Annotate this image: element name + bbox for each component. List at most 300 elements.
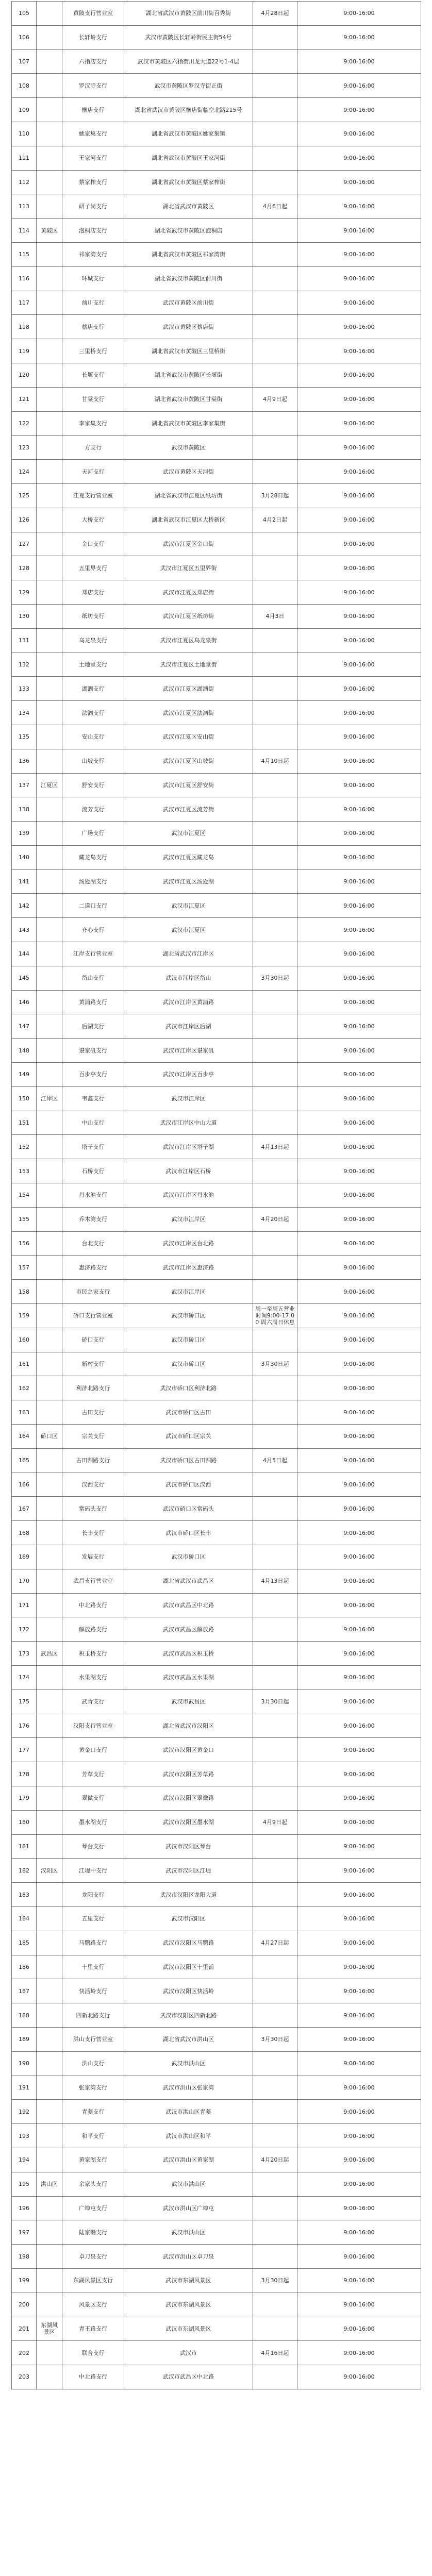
cell-name: 陆家嘴支行 bbox=[62, 2220, 124, 2245]
cell-district bbox=[37, 918, 62, 942]
cell-district bbox=[37, 653, 62, 677]
cell-district bbox=[37, 822, 62, 846]
cell-district bbox=[37, 339, 62, 363]
table-row bbox=[12, 1159, 421, 1183]
cell-name: 广埠屯支行 bbox=[62, 2196, 124, 2220]
cell-district bbox=[37, 1159, 62, 1183]
cell-date bbox=[253, 894, 297, 918]
table-row bbox=[12, 1690, 421, 1714]
cell-district bbox=[37, 2, 62, 26]
cell-name: 舒安支行 bbox=[62, 773, 124, 797]
cell-date bbox=[253, 869, 297, 894]
cell-date bbox=[253, 845, 297, 869]
cell-district bbox=[37, 2245, 62, 2269]
table-row bbox=[12, 1086, 421, 1111]
cell-district bbox=[37, 797, 62, 822]
cell-date bbox=[253, 1425, 297, 1449]
cell-name: 快活岭支行 bbox=[62, 1979, 124, 2003]
cell-no: 123 bbox=[12, 436, 37, 460]
cell-district bbox=[37, 1762, 62, 1786]
cell-date bbox=[253, 918, 297, 942]
cell-no: 144 bbox=[12, 942, 37, 966]
cell-address: 武汉市洪山区黄家湖 bbox=[124, 2148, 253, 2172]
cell-hours: 9:00-16:00 bbox=[297, 869, 421, 894]
cell-hours: 9:00-16:00 bbox=[297, 1280, 421, 1304]
table-row bbox=[12, 966, 421, 990]
cell-district bbox=[37, 1039, 62, 1063]
cell-date bbox=[253, 291, 297, 315]
cell-district bbox=[37, 1448, 62, 1473]
cell-no: 137 bbox=[12, 773, 37, 797]
cell-hours: 9:00-16:00 bbox=[297, 1111, 421, 1135]
cell-hours: 9:00-16:00 bbox=[297, 1906, 421, 1931]
cell-hours: 9:00-16:00 bbox=[297, 556, 421, 580]
cell-name: 卓刀泉支行 bbox=[62, 2245, 124, 2269]
cell-name: 市民之家支行 bbox=[62, 1280, 124, 1304]
table-row bbox=[12, 1859, 421, 1883]
cell-date: 3月30日起 bbox=[253, 1690, 297, 1714]
cell-district bbox=[37, 1545, 62, 1569]
table-row bbox=[12, 2124, 421, 2148]
cell-address: 武汉市江岸区中山大道 bbox=[124, 1111, 253, 1135]
cell-date bbox=[253, 74, 297, 98]
cell-date bbox=[253, 2220, 297, 2245]
cell-hours: 9:00-16:00 bbox=[297, 628, 421, 653]
cell-address: 武汉市硚口区汉西 bbox=[124, 1473, 253, 1497]
cell-no: 141 bbox=[12, 869, 37, 894]
cell-district bbox=[37, 291, 62, 315]
cell-date bbox=[253, 170, 297, 194]
cell-district bbox=[37, 2293, 62, 2317]
cell-hours: 9:00-16:00 bbox=[297, 845, 421, 869]
cell-no: 143 bbox=[12, 918, 37, 942]
cell-district bbox=[37, 1521, 62, 1545]
cell-name: 翠微支行 bbox=[62, 1786, 124, 1810]
cell-address: 武汉市洪山区 bbox=[124, 2220, 253, 2245]
cell-date bbox=[253, 25, 297, 49]
table-row bbox=[12, 2365, 421, 2389]
table-row bbox=[12, 1931, 421, 1955]
cell-address: 武汉市江夏区安山街 bbox=[124, 725, 253, 749]
cell-district bbox=[37, 242, 62, 266]
cell-address: 武汉市东湖风景区 bbox=[124, 2293, 253, 2317]
cell-name: 联合支行 bbox=[62, 2341, 124, 2365]
cell-date bbox=[253, 653, 297, 677]
table-row bbox=[12, 2076, 421, 2100]
cell-no: 105 bbox=[12, 2, 37, 26]
cell-name: 汤逊湖支行 bbox=[62, 869, 124, 894]
cell-no: 124 bbox=[12, 460, 37, 484]
cell-date bbox=[253, 1714, 297, 1738]
cell-date: 3月30日起 bbox=[253, 2268, 297, 2293]
cell-no: 161 bbox=[12, 1352, 37, 1376]
cell-no: 162 bbox=[12, 1376, 37, 1400]
cell-date bbox=[253, 942, 297, 966]
cell-name: 后湖支行 bbox=[62, 1014, 124, 1039]
cell-district bbox=[37, 146, 62, 170]
cell-name: 李家集支行 bbox=[62, 411, 124, 436]
cell-name: 青王路支行 bbox=[62, 2317, 124, 2341]
cell-date bbox=[253, 1593, 297, 1617]
cell-hours: 9:00-16:00 bbox=[297, 1690, 421, 1714]
cell-name: 中北路支行 bbox=[62, 1593, 124, 1617]
cell-date bbox=[253, 339, 297, 363]
cell-name: 齐心支行 bbox=[62, 918, 124, 942]
cell-no: 147 bbox=[12, 1014, 37, 1039]
cell-address: 武汉市江岸区 bbox=[124, 1086, 253, 1111]
cell-address: 武汉市汉阳区墨水湖 bbox=[124, 1810, 253, 1834]
cell-address: 武汉市硚口区古田四路 bbox=[124, 1448, 253, 1473]
cell-district bbox=[37, 266, 62, 291]
table-row bbox=[12, 146, 421, 170]
cell-name: 湖泗支行 bbox=[62, 677, 124, 701]
cell-name: 积玉桥支行 bbox=[62, 1642, 124, 1666]
cell-district bbox=[37, 990, 62, 1014]
cell-name: 十里支行 bbox=[62, 1955, 124, 1979]
cell-name: 流芳支行 bbox=[62, 797, 124, 822]
cell-date bbox=[253, 411, 297, 436]
cell-district bbox=[37, 2341, 62, 2365]
table-row bbox=[12, 1786, 421, 1810]
cell-name: 四新北路支行 bbox=[62, 2003, 124, 2028]
table-row bbox=[12, 677, 421, 701]
cell-district bbox=[37, 1714, 62, 1738]
cell-name: 洪山支行 bbox=[62, 2051, 124, 2076]
cell-name: 天河支行 bbox=[62, 460, 124, 484]
cell-hours: 9:00-16:00 bbox=[297, 2124, 421, 2148]
cell-address: 武汉市 bbox=[124, 2341, 253, 2365]
cell-district bbox=[37, 604, 62, 628]
cell-no: 175 bbox=[12, 1690, 37, 1714]
cell-no: 111 bbox=[12, 146, 37, 170]
cell-address: 武汉市江岸区岱山 bbox=[124, 966, 253, 990]
cell-hours: 9:00-16:00 bbox=[297, 1425, 421, 1449]
cell-name: 广场支行 bbox=[62, 822, 124, 846]
cell-address: 武汉市江夏区 bbox=[124, 822, 253, 846]
cell-address: 武汉市汉阳区十里铺 bbox=[124, 1955, 253, 1979]
table-row bbox=[12, 1231, 421, 1256]
cell-date bbox=[253, 1665, 297, 1690]
cell-name: 芳草支行 bbox=[62, 1762, 124, 1786]
table-row bbox=[12, 1014, 421, 1039]
cell-name: 黄陂支行营业室 bbox=[62, 2, 124, 26]
cell-district: 东湖风景区 bbox=[37, 2317, 62, 2341]
cell-district bbox=[37, 2220, 62, 2245]
cell-hours: 9:00-16:00 bbox=[297, 122, 421, 146]
table-row bbox=[12, 436, 421, 460]
cell-name: 余家头支行 bbox=[62, 2172, 124, 2196]
cell-hours: 9:00-16:00 bbox=[297, 2, 421, 26]
cell-no: 166 bbox=[12, 1473, 37, 1497]
cell-address: 湖北省武汉市汉阳区 bbox=[124, 1714, 253, 1738]
cell-date bbox=[253, 2365, 297, 2389]
cell-no: 156 bbox=[12, 1231, 37, 1256]
table-row bbox=[12, 411, 421, 436]
cell-district bbox=[37, 1014, 62, 1039]
cell-address: 武汉市武昌区积玉桥 bbox=[124, 1642, 253, 1666]
cell-no: 154 bbox=[12, 1183, 37, 1208]
table-row bbox=[12, 773, 421, 797]
table-row bbox=[12, 1473, 421, 1497]
table-row bbox=[12, 1183, 421, 1208]
cell-hours: 9:00-16:00 bbox=[297, 460, 421, 484]
cell-name: 中山支行 bbox=[62, 1111, 124, 1135]
cell-address: 武汉市洪山区张家湾 bbox=[124, 2076, 253, 2100]
cell-date bbox=[253, 1063, 297, 1087]
cell-no: 170 bbox=[12, 1569, 37, 1593]
table-row bbox=[12, 1497, 421, 1521]
cell-hours: 9:00-16:00 bbox=[297, 2027, 421, 2051]
cell-hours: 9:00-16:00 bbox=[297, 990, 421, 1014]
cell-no: 151 bbox=[12, 1111, 37, 1135]
cell-name: 六指店支行 bbox=[62, 49, 124, 74]
cell-no: 108 bbox=[12, 74, 37, 98]
cell-no: 190 bbox=[12, 2051, 37, 2076]
table-row bbox=[12, 725, 421, 749]
cell-address: 武汉市江夏区 bbox=[124, 894, 253, 918]
cell-district bbox=[37, 1231, 62, 1256]
cell-hours: 9:00-16:00 bbox=[297, 2051, 421, 2076]
table-row bbox=[12, 98, 421, 122]
cell-no: 176 bbox=[12, 1714, 37, 1738]
table-row bbox=[12, 2220, 421, 2245]
cell-name: 金口支行 bbox=[62, 532, 124, 556]
cell-no: 197 bbox=[12, 2220, 37, 2245]
cell-name: 谌家矶支行 bbox=[62, 1039, 124, 1063]
cell-no: 116 bbox=[12, 266, 37, 291]
cell-address: 武汉市硚口区 bbox=[124, 1545, 253, 1569]
table-row bbox=[12, 894, 421, 918]
table-row bbox=[12, 508, 421, 532]
cell-district bbox=[37, 966, 62, 990]
cell-no: 112 bbox=[12, 170, 37, 194]
cell-hours: 9:00-16:00 bbox=[297, 797, 421, 822]
cell-date: 3月30日起 bbox=[253, 2027, 297, 2051]
cell-name: 青菱支行 bbox=[62, 2100, 124, 2124]
cell-district: 黄陂区 bbox=[37, 219, 62, 243]
cell-name: 五里支行 bbox=[62, 1906, 124, 1931]
cell-hours: 9:00-16:00 bbox=[297, 2341, 421, 2365]
cell-date bbox=[253, 797, 297, 822]
cell-name: 方支行 bbox=[62, 436, 124, 460]
cell-date: 3月28日起 bbox=[253, 483, 297, 508]
cell-date bbox=[253, 1617, 297, 1642]
cell-hours: 9:00-16:00 bbox=[297, 2172, 421, 2196]
cell-hours: 9:00-16:00 bbox=[297, 49, 421, 74]
table-row bbox=[12, 942, 421, 966]
cell-no: 138 bbox=[12, 797, 37, 822]
cell-date bbox=[253, 2003, 297, 2028]
cell-name: 塔子支行 bbox=[62, 1135, 124, 1159]
cell-name: 江岸支行营业室 bbox=[62, 942, 124, 966]
cell-no: 110 bbox=[12, 122, 37, 146]
cell-name: 江夏支行营业室 bbox=[62, 483, 124, 508]
cell-name: 五里界支行 bbox=[62, 556, 124, 580]
cell-name: 水果湖支行 bbox=[62, 1665, 124, 1690]
cell-hours: 9:00-16:00 bbox=[297, 315, 421, 339]
cell-district bbox=[37, 725, 62, 749]
cell-name: 安山支行 bbox=[62, 725, 124, 749]
cell-hours: 9:00-16:00 bbox=[297, 1473, 421, 1497]
cell-address: 湖北省武汉市黄陂区蔡家榨街 bbox=[124, 170, 253, 194]
cell-address: 武汉市武昌区中北路 bbox=[124, 1593, 253, 1617]
cell-address: 湖北省武汉市黄陂区泡桐店 bbox=[124, 219, 253, 243]
cell-hours: 9:00-16:00 bbox=[297, 725, 421, 749]
cell-address: 武汉市黄陂区长轩岭街民主街54号 bbox=[124, 25, 253, 49]
cell-address: 武汉市江夏区山坡街 bbox=[124, 749, 253, 773]
cell-district: 江夏区 bbox=[37, 773, 62, 797]
cell-address: 武汉市硚口区 bbox=[124, 1352, 253, 1376]
table-row bbox=[12, 2341, 421, 2365]
cell-address: 武汉市硚口区利济北路 bbox=[124, 1376, 253, 1400]
cell-no: 173 bbox=[12, 1642, 37, 1666]
cell-no: 152 bbox=[12, 1135, 37, 1159]
cell-no: 133 bbox=[12, 677, 37, 701]
cell-address: 武汉市黄陂区蔡店街 bbox=[124, 315, 253, 339]
cell-no: 113 bbox=[12, 194, 37, 219]
cell-date: 4月10日起 bbox=[253, 749, 297, 773]
table-row bbox=[12, 339, 421, 363]
table-row bbox=[12, 74, 421, 98]
cell-district bbox=[37, 1738, 62, 1762]
cell-hours: 9:00-16:00 bbox=[297, 98, 421, 122]
cell-name: 丹水池支行 bbox=[62, 1183, 124, 1208]
cell-address: 武汉市硚口区 bbox=[124, 1328, 253, 1352]
cell-hours: 9:00-16:00 bbox=[297, 1207, 421, 1231]
cell-address: 武汉市武昌区解放路 bbox=[124, 1617, 253, 1642]
cell-district bbox=[37, 677, 62, 701]
cell-hours: 9:00-16:00 bbox=[297, 677, 421, 701]
cell-name: 甘棠支行 bbox=[62, 387, 124, 411]
cell-date bbox=[253, 1906, 297, 1931]
cell-district: 硚口区 bbox=[37, 1425, 62, 1449]
cell-address: 武汉市江岸区丹水池 bbox=[124, 1183, 253, 1208]
cell-date bbox=[253, 701, 297, 725]
cell-date bbox=[253, 1014, 297, 1039]
cell-district bbox=[37, 25, 62, 49]
cell-hours: 9:00-16:00 bbox=[297, 653, 421, 677]
cell-name: 大桥支行 bbox=[62, 508, 124, 532]
table-row bbox=[12, 2268, 421, 2293]
cell-no: 159 bbox=[12, 1304, 37, 1328]
cell-address: 武汉市江岸区石桥 bbox=[124, 1159, 253, 1183]
cell-no: 172 bbox=[12, 1617, 37, 1642]
cell-name: 马鹦路支行 bbox=[62, 1931, 124, 1955]
table-row bbox=[12, 2003, 421, 2028]
cell-no: 157 bbox=[12, 1256, 37, 1280]
cell-date: 3月30日起 bbox=[253, 1352, 297, 1376]
cell-address: 武汉市江岸区台北路 bbox=[124, 1231, 253, 1256]
table-row bbox=[12, 219, 421, 243]
cell-address: 武汉市江夏区金口街 bbox=[124, 532, 253, 556]
cell-name: 新村支行 bbox=[62, 1352, 124, 1376]
cell-district bbox=[37, 1111, 62, 1135]
table-row bbox=[12, 1521, 421, 1545]
cell-no: 119 bbox=[12, 339, 37, 363]
cell-hours: 9:00-16:00 bbox=[297, 1955, 421, 1979]
cell-address: 武汉市黄陂区 bbox=[124, 436, 253, 460]
cell-no: 189 bbox=[12, 2027, 37, 2051]
cell-district bbox=[37, 460, 62, 484]
table-row bbox=[12, 701, 421, 725]
cell-name: 蔡店支行 bbox=[62, 315, 124, 339]
table-row bbox=[12, 25, 421, 49]
table-row bbox=[12, 2148, 421, 2172]
cell-district bbox=[37, 749, 62, 773]
cell-hours: 9:00-16:00 bbox=[297, 1810, 421, 1834]
cell-address: 武汉市汉阳区四新北路 bbox=[124, 2003, 253, 2028]
cell-district bbox=[37, 483, 62, 508]
cell-name: 琴台支行 bbox=[62, 1834, 124, 1859]
cell-date: 4月5日起 bbox=[253, 1448, 297, 1473]
cell-hours: 9:00-16:00 bbox=[297, 1714, 421, 1738]
cell-district bbox=[37, 556, 62, 580]
cell-district bbox=[37, 2124, 62, 2148]
table-row bbox=[12, 1665, 421, 1690]
cell-district bbox=[37, 532, 62, 556]
cell-name: 泡桐店支行 bbox=[62, 219, 124, 243]
cell-name: 山坡支行 bbox=[62, 749, 124, 773]
cell-date bbox=[253, 1256, 297, 1280]
cell-district: 江岸区 bbox=[37, 1086, 62, 1111]
cell-address: 武汉市江夏区郑店街 bbox=[124, 580, 253, 605]
table-row bbox=[12, 2245, 421, 2269]
cell-date bbox=[253, 822, 297, 846]
cell-no: 182 bbox=[12, 1859, 37, 1883]
cell-address: 武汉市武昌区 bbox=[124, 1690, 253, 1714]
cell-district bbox=[37, 411, 62, 436]
table-row bbox=[12, 532, 421, 556]
cell-address: 湖北省武汉市黄陂区前川街 bbox=[124, 266, 253, 291]
cell-address: 武汉市东湖风景区 bbox=[124, 2317, 253, 2341]
table-row bbox=[12, 2051, 421, 2076]
cell-district bbox=[37, 894, 62, 918]
cell-no: 191 bbox=[12, 2076, 37, 2100]
cell-district bbox=[37, 122, 62, 146]
table-row bbox=[12, 1352, 421, 1376]
cell-date bbox=[253, 1328, 297, 1352]
cell-district bbox=[37, 942, 62, 966]
cell-address: 武汉市黄陂区六指街川龙大道22号1-4层 bbox=[124, 49, 253, 74]
cell-district bbox=[37, 1593, 62, 1617]
cell-name: 黄家湖支行 bbox=[62, 2148, 124, 2172]
cell-district bbox=[37, 1328, 62, 1352]
cell-no: 134 bbox=[12, 701, 37, 725]
cell-no: 150 bbox=[12, 1086, 37, 1111]
cell-address: 武汉市汉阳区马鹦路 bbox=[124, 1931, 253, 1955]
cell-name: 百步亭支行 bbox=[62, 1063, 124, 1087]
cell-address: 武汉市洪山区 bbox=[124, 2051, 253, 2076]
cell-hours: 9:00-16:00 bbox=[297, 1256, 421, 1280]
cell-hours: 9:00-16:00 bbox=[297, 2293, 421, 2317]
cell-date bbox=[253, 2245, 297, 2269]
cell-address: 武汉市江夏区五里界街 bbox=[124, 556, 253, 580]
cell-no: 177 bbox=[12, 1738, 37, 1762]
cell-hours: 9:00-16:00 bbox=[297, 1545, 421, 1569]
cell-hours: 9:00-16:00 bbox=[297, 773, 421, 797]
cell-name: 洪山支行营业室 bbox=[62, 2027, 124, 2051]
cell-district bbox=[37, 1690, 62, 1714]
table-row bbox=[12, 194, 421, 219]
table-row bbox=[12, 1545, 421, 1569]
table-body bbox=[12, 2, 421, 2389]
cell-name: 乌龙泉支行 bbox=[62, 628, 124, 653]
cell-district bbox=[37, 1063, 62, 1087]
cell-district bbox=[37, 2196, 62, 2220]
cell-date bbox=[253, 1280, 297, 1304]
cell-date bbox=[253, 460, 297, 484]
cell-no: 183 bbox=[12, 1883, 37, 1907]
